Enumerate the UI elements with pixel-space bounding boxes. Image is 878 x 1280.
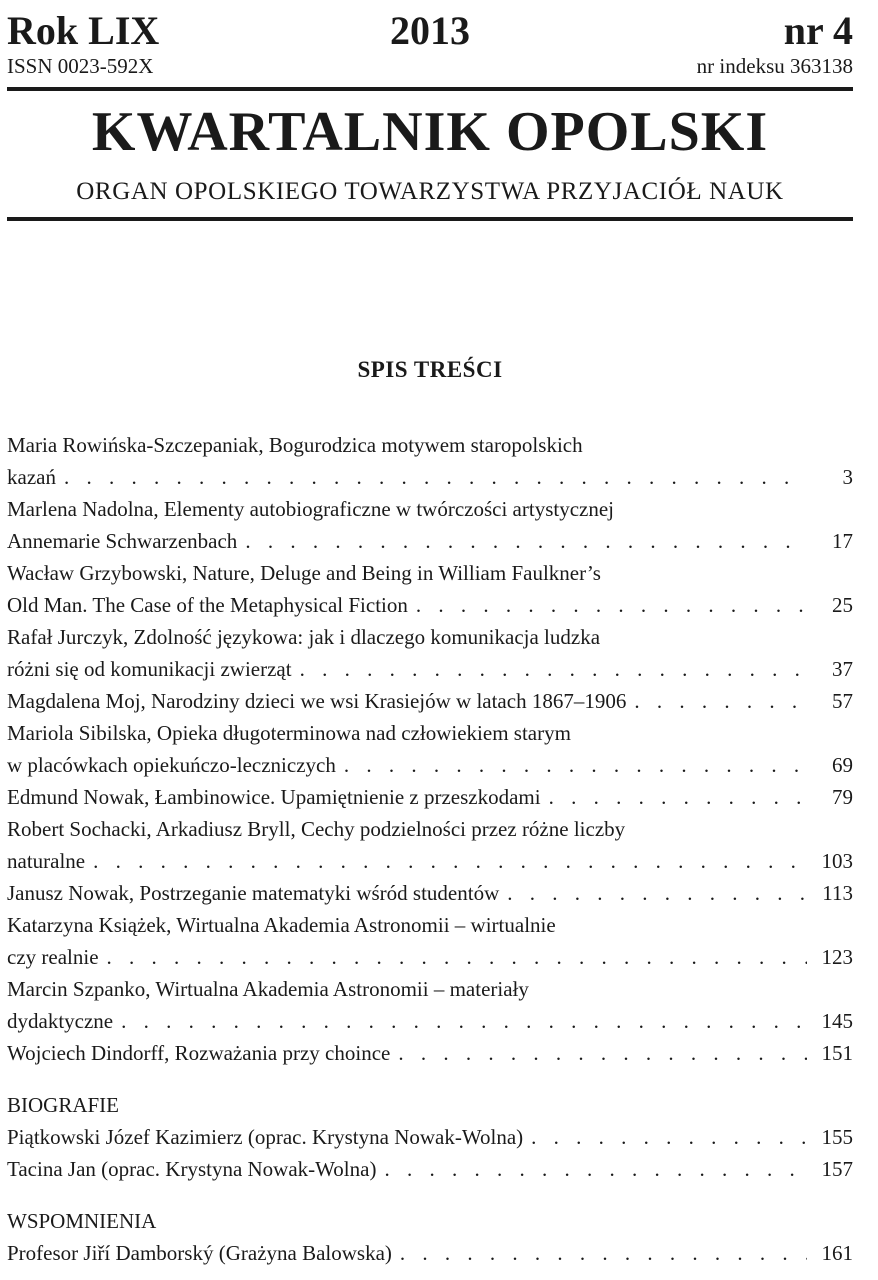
toc-entry-text: naturalne xyxy=(7,849,86,873)
toc-entry-text: w placówkach opiekuńczo-leczniczych xyxy=(7,753,336,777)
dot-leader xyxy=(384,1153,807,1185)
toc-entry-text: różni się od komunikacji zwierząt xyxy=(7,657,292,681)
page-number: 103 xyxy=(821,849,853,873)
dot-leader xyxy=(416,589,807,621)
section-heading-wspomnienia: WSPOMNIENIA xyxy=(7,1209,157,1233)
toc-entry xyxy=(7,717,853,781)
toc-entry-text: Annemarie Schwarzenbach xyxy=(7,529,238,553)
toc-entry xyxy=(7,909,853,973)
page-number: 17 xyxy=(832,529,853,553)
toc-entry xyxy=(7,1153,853,1185)
page-number: 113 xyxy=(822,881,853,905)
journal-page xyxy=(7,0,853,1280)
toc-entry-line: Marlena Nadolna, Elementy autobiograficzne w twórczości artystycznej xyxy=(7,497,615,521)
masthead-sub-row xyxy=(7,54,853,78)
toc-entry-line: Mariola Sibilska, Opieka długoterminowa nad człowiekiem starym xyxy=(7,721,571,745)
toc-main-list xyxy=(7,429,853,1069)
dot-leader xyxy=(300,653,807,685)
toc-entry-text: Janusz Nowak, Postrzeganie matematyki wśród studentów xyxy=(7,881,500,905)
toc-entry-line: Rafał Jurczyk, Zdolność językowa: jak i dlaczego komunikacja ludzka xyxy=(7,625,601,649)
toc-wspomnienia-list xyxy=(7,1237,853,1269)
toc-entry-line: Maria Rowińska-Szczepaniak, Bogurodzica motywem staropolskich xyxy=(7,433,583,457)
toc-entry-line: Wacław Grzybowski, Nature, Deluge and Being in William Faulkner’s xyxy=(7,561,601,585)
page-number: 151 xyxy=(821,1041,853,1065)
toc-entry xyxy=(7,813,853,877)
toc-entry xyxy=(7,877,853,909)
dot-leader xyxy=(400,1237,807,1269)
toc-entry xyxy=(7,781,853,813)
issn-label: ISSN 0023-592X xyxy=(7,54,154,78)
dot-leader xyxy=(107,941,807,973)
dot-leader xyxy=(344,749,807,781)
table-of-contents xyxy=(7,429,853,1269)
masthead-top-row xyxy=(7,10,853,52)
toc-entry-line: Robert Sochacki, Arkadiusz Bryll, Cechy podzielności przez różne liczby xyxy=(7,817,626,841)
dot-leader xyxy=(549,781,807,813)
dot-leader xyxy=(93,845,807,877)
top-divider xyxy=(7,87,853,91)
dot-leader xyxy=(64,461,807,493)
year-label: 2013 xyxy=(390,8,470,53)
toc-entry-text: Edmund Nowak, Łambinowice. Upamiętnienie z przeszkodami xyxy=(7,785,541,809)
toc-entry xyxy=(7,1237,853,1269)
page-number: 25 xyxy=(832,593,853,617)
toc-entry-line: Katarzyna Książek, Wirtualna Akademia Astronomii – wirtualnie xyxy=(7,913,556,937)
toc-entry xyxy=(7,493,853,557)
toc-entry xyxy=(7,973,853,1037)
toc-entry xyxy=(7,429,853,493)
toc-entry-text: kazań xyxy=(7,465,56,489)
page-number: 79 xyxy=(832,785,853,809)
page-number: 145 xyxy=(821,1009,853,1033)
dot-leader xyxy=(531,1121,807,1153)
toc-heading: SPIS TREŚCI xyxy=(357,357,503,382)
dot-leader xyxy=(507,877,807,909)
page-number: 57 xyxy=(832,689,853,713)
section-heading-biografie: BIOGRAFIE xyxy=(7,1093,120,1117)
dot-leader xyxy=(121,1005,807,1037)
toc-entry xyxy=(7,685,853,717)
index-number: nr indeksu 363138 xyxy=(696,54,853,78)
page-number: 37 xyxy=(832,657,853,681)
toc-entry xyxy=(7,557,853,621)
toc-entry-text: Old Man. The Case of the Metaphysical Fiction xyxy=(7,593,408,617)
toc-entry-text: Profesor Jiří Damborský (Grażyna Balowska) xyxy=(7,1241,392,1265)
toc-entry-text: dydaktyczne xyxy=(7,1009,114,1033)
dot-leader xyxy=(634,685,807,717)
toc-entry-text: Magdalena Moj, Narodziny dzieci we wsi Krasiejów w latach 1867–1906 xyxy=(7,689,627,713)
toc-entry xyxy=(7,1121,853,1153)
toc-biografie-list xyxy=(7,1121,853,1185)
toc-entry-line: Marcin Szpanko, Wirtualna Akademia Astronomii – materiały xyxy=(7,977,529,1001)
toc-entry-text: Wojciech Dindorff, Rozważania przy choince xyxy=(7,1041,391,1065)
issue-number: nr 4 xyxy=(783,8,853,53)
journal-title: KWARTALNIK OPOLSKI xyxy=(91,101,769,163)
dot-leader xyxy=(398,1037,807,1069)
page-number: 155 xyxy=(821,1125,853,1149)
page-number: 123 xyxy=(821,945,853,969)
page-number: 69 xyxy=(832,753,853,777)
volume-label: Rok LIX xyxy=(7,8,160,53)
bottom-divider xyxy=(7,217,853,221)
toc-entry-text: Tacina Jan (oprac. Krystyna Nowak-Wolna) xyxy=(7,1157,377,1181)
dot-leader xyxy=(245,525,807,557)
toc-entry xyxy=(7,621,853,685)
page-number: 3 xyxy=(842,465,853,489)
toc-entry-text: czy realnie xyxy=(7,945,99,969)
page-number: 161 xyxy=(821,1241,853,1265)
toc-entry-text: Piątkowski Józef Kazimierz (oprac. Krystyna Nowak-Wolna) xyxy=(7,1125,524,1149)
toc-entry xyxy=(7,1037,853,1069)
journal-subtitle: ORGAN OPOLSKIEGO TOWARZYSTWA PRZYJACIÓŁ NAUK xyxy=(76,178,784,205)
page-number: 157 xyxy=(821,1157,853,1181)
